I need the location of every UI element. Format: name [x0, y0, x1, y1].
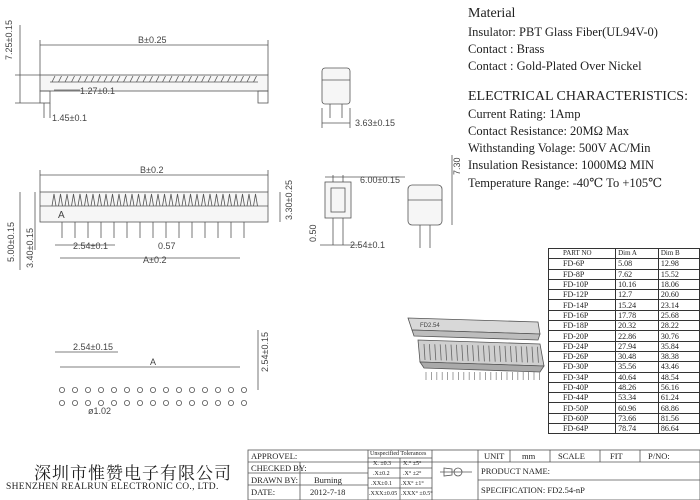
- pcb-hole: [163, 387, 168, 392]
- dim-b-02: B±0.2: [140, 165, 164, 175]
- part-no-cell: FD-16P: [549, 310, 616, 320]
- dim-6-00: 6.00±0.15: [360, 175, 400, 185]
- dim-a-cell: 17.78: [616, 310, 659, 320]
- dim-2-54-a: 2.54±0.1: [73, 241, 108, 251]
- tb-checked: CHECKED BY:: [251, 463, 307, 473]
- table-row: [549, 424, 700, 434]
- electrical-insulation: Insulation Resistance: 1000MΩ MIN: [468, 158, 655, 172]
- dim-a-cell: 48.26: [616, 382, 659, 392]
- tb-tol-2a: .X±0.2: [373, 471, 390, 477]
- dim-b-cell: 25.68: [658, 310, 699, 320]
- dim-b-cell: 18.06: [658, 279, 699, 289]
- table-row: [549, 321, 700, 331]
- header-dim-b: Dim B: [658, 249, 699, 259]
- dim-a-cell: 10.16: [616, 279, 659, 289]
- tb-tolerance-title: Unspecified Tolerances: [370, 451, 427, 457]
- part-no-cell: FD-60P: [549, 413, 616, 423]
- part-no-cell: FD-10P: [549, 279, 616, 289]
- dim-b-cell: 15.52: [658, 269, 699, 279]
- pcb-hole: [202, 387, 207, 392]
- pcb-hole: [215, 387, 220, 392]
- pcb-hole: [137, 400, 142, 405]
- tb-tol-3b: .XX° ±1°: [401, 481, 424, 487]
- electrical-title: ELECTRICAL CHARACTERISTICS:: [468, 89, 688, 104]
- front-view-connector: [40, 192, 268, 238]
- tb-specification: SPECIFICATION: FD2.54-nP: [481, 485, 585, 495]
- part-no-cell: FD-14P: [549, 300, 616, 310]
- dim-1-27: 1.27±0.1: [80, 86, 115, 96]
- pcb-hole: [228, 400, 233, 405]
- top-view-connector: [40, 75, 268, 103]
- dim-2-54-d: 2.54±0.15: [260, 332, 270, 372]
- dim-0-57: 0.57: [158, 241, 176, 251]
- material-contact-2: Contact : Gold-Plated Over Nickel: [468, 59, 642, 73]
- dim-0-50: 0.50: [308, 224, 318, 242]
- table-row: [549, 372, 700, 382]
- table-row: [549, 351, 700, 361]
- table-row: [549, 382, 700, 392]
- dim-2-54-b: 2.54±0.1: [350, 240, 385, 250]
- pcb-hole: [59, 387, 64, 392]
- part-no-cell: FD-12P: [549, 290, 616, 300]
- pcb-hole: [176, 387, 181, 392]
- part-no-cell: FD-44P: [549, 393, 616, 403]
- dim-b-cell: 12.98: [658, 259, 699, 269]
- tb-pn: P/NO:: [648, 451, 670, 461]
- material-contact-1: Contact : Brass: [468, 42, 545, 56]
- dim-a-cell: 60.96: [616, 403, 659, 413]
- pcb-hole: [241, 387, 246, 392]
- table-row: [549, 290, 700, 300]
- electrical-current: Current Rating: 1Amp: [468, 107, 581, 121]
- dim-a: A: [150, 357, 157, 367]
- part-no-cell: FD-40P: [549, 382, 616, 392]
- table-row: [549, 269, 700, 279]
- dim-a-cell: 5.08: [616, 259, 659, 269]
- dim-b-cell: 68.86: [658, 403, 699, 413]
- side-view-right: [408, 155, 452, 248]
- pcb-hole: [111, 400, 116, 405]
- pcb-hole: [72, 387, 77, 392]
- pcb-hole: [111, 387, 116, 392]
- tb-drawn-value: Burning: [314, 475, 342, 485]
- part-no-cell: FD-34P: [549, 372, 616, 382]
- material-title: Material: [468, 6, 516, 21]
- dim-b-cell: 43.46: [658, 362, 699, 372]
- part-no-cell: FD-64P: [549, 424, 616, 434]
- tb-tol-2b: .X° ±2°: [403, 471, 422, 477]
- part-no-cell: FD-24P: [549, 341, 616, 351]
- dim-b-cell: 81.56: [658, 413, 699, 423]
- pcb-hole: [241, 400, 246, 405]
- tb-tol-4a: .XXX±0.05: [369, 491, 398, 497]
- table-row: [549, 362, 700, 372]
- dim-b-cell: 30.76: [658, 331, 699, 341]
- pcb-hole: [59, 400, 64, 405]
- dim-a-cell: 40.64: [616, 372, 659, 382]
- tb-tol-1b: X.° ±5°: [403, 461, 422, 467]
- pcb-hole: [98, 387, 103, 392]
- dim-3-30: 3.30±0.25: [284, 180, 294, 220]
- side-view-middle: [320, 175, 360, 245]
- dim-7-25: 7.25±0.15: [4, 20, 14, 60]
- side-view-top: [322, 68, 350, 128]
- dim-1-45: 1.45±0.1: [52, 113, 87, 123]
- pcb-hole: [85, 387, 90, 392]
- tb-tol-1a: X. ±0.3: [373, 461, 392, 467]
- part-no-cell: FD-6P: [549, 259, 616, 269]
- dim-3-40: 3.40±0.15: [25, 228, 35, 268]
- part-no-cell: FD-26P: [549, 351, 616, 361]
- dim-3-63: 3.63±0.15: [355, 118, 395, 128]
- pcb-hole: [124, 400, 129, 405]
- table-row: [549, 279, 700, 289]
- dim-a-cell: 78.74: [616, 424, 659, 434]
- dim-a-cell: 12.7: [616, 290, 659, 300]
- table-row: [549, 310, 700, 320]
- material-insulator: Insulator: PBT Glass Fiber(UL94V-0): [468, 25, 658, 39]
- dim-b-cell: 28.22: [658, 321, 699, 331]
- pcb-hole: [150, 400, 155, 405]
- dim-b-025: B±0.25: [138, 35, 167, 45]
- dim-a-cell: 53.34: [616, 393, 659, 403]
- tb-tol-4b: .XXX° ±0.5°: [401, 491, 433, 497]
- pcb-hole: [228, 387, 233, 392]
- parts-table-header: [549, 249, 700, 259]
- tb-approved: APPROVEL:: [251, 451, 298, 461]
- part-no-cell: FD-50P: [549, 403, 616, 413]
- tb-fit: FIT: [610, 451, 623, 461]
- dim-a-cell: 30.48: [616, 351, 659, 361]
- part-no-cell: FD-8P: [549, 269, 616, 279]
- table-row: [549, 300, 700, 310]
- tb-drawn: DRAWN BY:: [251, 475, 298, 485]
- tb-date: DATE:: [251, 487, 276, 497]
- pcb-hole: [176, 400, 181, 405]
- electrical-voltage: Withstanding Volage: 500V AC/Min: [468, 141, 651, 155]
- dim-hole: ø1.02: [88, 406, 112, 416]
- dim-b-cell: 61.24: [658, 393, 699, 403]
- dim-b-cell: 20.60: [658, 290, 699, 300]
- pcb-hole: [189, 387, 194, 392]
- header-part-no: PART NO: [549, 249, 616, 259]
- dim-7-30: 7.30: [452, 157, 462, 175]
- table-row: [549, 393, 700, 403]
- dim-b-cell: 48.54: [658, 372, 699, 382]
- pcb-hole: [98, 400, 103, 405]
- dim-a-cell: 35.56: [616, 362, 659, 372]
- tb-unit: UNIT: [484, 451, 505, 461]
- tb-date-value: 2012-7-18: [310, 487, 346, 497]
- pcb-hole: [150, 387, 155, 392]
- dim-2-54-c: 2.54±0.15: [73, 342, 113, 352]
- tb-scale: SCALE: [558, 451, 585, 461]
- pcb-hole: [137, 387, 142, 392]
- table-row: [549, 403, 700, 413]
- dim-a-02: A±0.2: [143, 255, 167, 265]
- dim-b-cell: 56.16: [658, 382, 699, 392]
- tb-tol-3a: .XX±0.1: [371, 481, 392, 487]
- tb-unit-value: mm: [522, 451, 536, 461]
- pcb-hole: [72, 400, 77, 405]
- part-no-cell: FD-20P: [549, 331, 616, 341]
- electrical-temperature: Temperature Range: -40℃ To +105℃: [468, 176, 663, 190]
- pcb-hole: [215, 400, 220, 405]
- table-row: [549, 331, 700, 341]
- table-row: [549, 341, 700, 351]
- tb-product-name: PRODUCT NAME:: [481, 466, 551, 476]
- dim-b-cell: 86.64: [658, 424, 699, 434]
- header-dim-a: Dim A: [616, 249, 659, 259]
- table-row: [549, 259, 700, 269]
- pcb-hole: [85, 400, 90, 405]
- dim-b-cell: 35.84: [658, 341, 699, 351]
- pin1-marker: A: [58, 210, 65, 221]
- electrical-resistance: Contact Resistance: 20MΩ Max: [468, 124, 629, 138]
- pcb-hole: [202, 400, 207, 405]
- dim-a-cell: 73.66: [616, 413, 659, 423]
- company-name-cn: 深圳市惟赞电子有限公司: [34, 464, 232, 484]
- part-no-cell: FD-30P: [549, 362, 616, 372]
- company-name-en: SHENZHEN REALRUN ELECTRONIC CO., LTD.: [6, 482, 219, 492]
- pcb-hole: [124, 387, 129, 392]
- pcb-hole: [163, 400, 168, 405]
- table-row: [549, 413, 700, 423]
- pcb-hole: [189, 400, 194, 405]
- dim-a-cell: 15.24: [616, 300, 659, 310]
- plug-label: FD2.54: [420, 323, 440, 329]
- dim-5-00: 5.00±0.15: [6, 222, 16, 262]
- dim-a-cell: 22.86: [616, 331, 659, 341]
- parts-table: [548, 248, 700, 434]
- dim-a-cell: 7.62: [616, 269, 659, 279]
- part-no-cell: FD-18P: [549, 321, 616, 331]
- dim-a-cell: 20.32: [616, 321, 659, 331]
- dim-a-cell: 27.94: [616, 341, 659, 351]
- dim-b-cell: 23.14: [658, 300, 699, 310]
- dim-b-cell: 38.38: [658, 351, 699, 361]
